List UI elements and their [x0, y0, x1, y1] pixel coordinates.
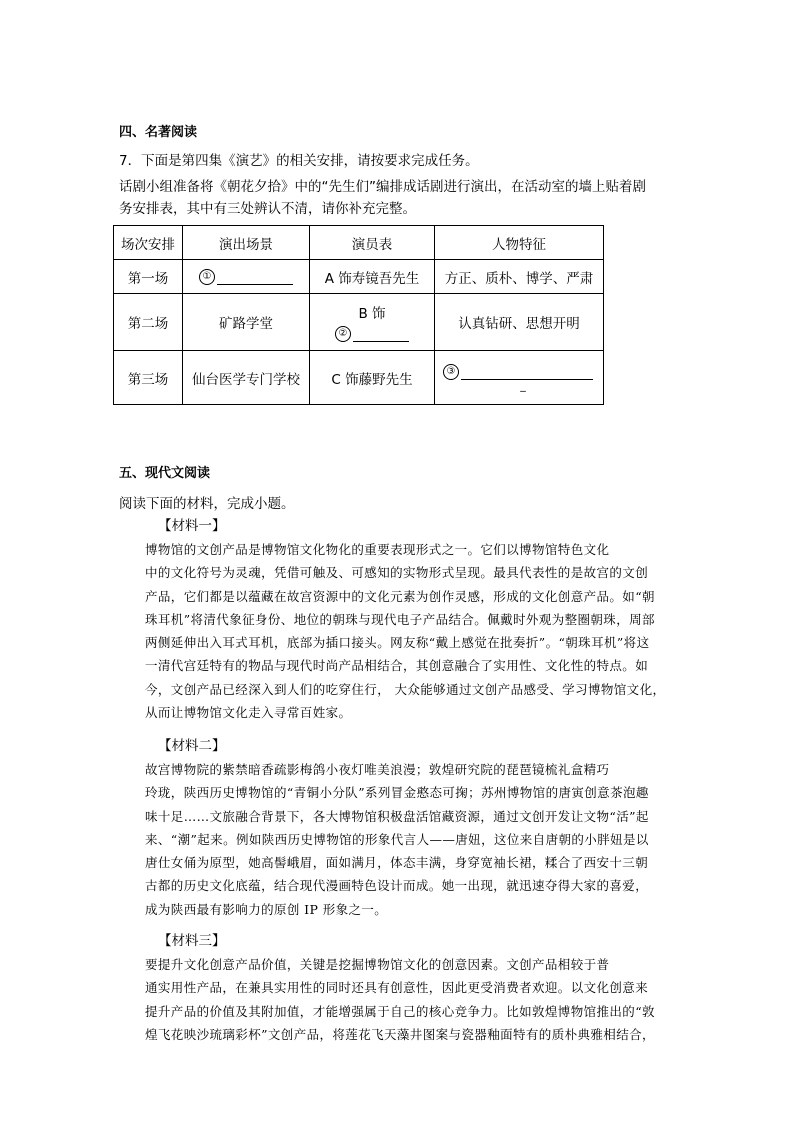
table-row: [114, 351, 604, 405]
header-cell: 演出场景: [183, 226, 310, 260]
blank-1-cell: [183, 260, 310, 294]
cast-cell: A 饰寿镜吾先生: [310, 260, 435, 294]
intro-line-2: 务安排表，其中有三处辨认不清，请你补充完整。: [119, 201, 416, 217]
section5-heading: 五、现代文阅读: [119, 466, 211, 481]
blank-marker: ①: [199, 269, 215, 285]
material-line: 成为陕西最有影响力的原创 IP 形象之一。: [145, 901, 388, 917]
intro-line-1: 话剧小组准备将《朝花夕拾》中的“先生们”编排成话剧进行演出，在活动室的墙上贴着剧: [119, 179, 646, 195]
scene-cell: 矿路学堂: [183, 294, 310, 351]
material-line: 从而让博物馆文化走入寻常百姓家。: [145, 705, 352, 721]
material-line: 味十足……文旅融合背景下，各大博物馆积极盘活馆藏资源，通过文创开发让文物“活”起: [145, 808, 649, 824]
schedule-table: [113, 225, 604, 405]
cast-label: B 饰: [358, 306, 386, 322]
material-3-text: [145, 953, 675, 1046]
blank-2-cell: [310, 294, 435, 351]
material-line: 珠耳机”将清代象征身份、地位的朝珠与现代电子产品结合。佩戴时外观为整圈朝珠，周部: [145, 611, 655, 627]
answer-blank[interactable]: [353, 341, 409, 342]
material-3-title: 【材料三】: [158, 933, 226, 949]
table-header-row: [114, 226, 604, 260]
scene-number: 第二场: [114, 294, 183, 351]
material-line: 两侧延伸出入耳式耳机，底部为插口接头。网友称“戴上感觉在批奏折”。“朝珠耳机”将这: [145, 635, 650, 651]
table-row: [114, 294, 604, 351]
material-line: 煌飞花映沙琉璃彩杯”文创产品，将莲花飞天藻井图案与瓷器釉面特有的质朴典雅相结合，: [145, 1026, 655, 1042]
blank-marker: ②: [335, 326, 351, 342]
scene-cell: 仙台医学专门学校: [183, 351, 310, 405]
material-line: 唐仕女俑为原型，她高髻峨眉，面如满月，体态丰满，身穿宽袖长裙，糅合了西安十三朝: [145, 855, 649, 871]
material-line: 博物馆的文创产品是博物馆文化物化的重要表现形式之一。它们以博物馆特色文化: [145, 542, 610, 557]
scene-number: 第三场: [114, 351, 183, 405]
cast-cell: C 饰藤野先生: [310, 351, 435, 405]
material-1-text: [145, 538, 675, 724]
material-line: 古都的历史文化底蕴，结合现代漫画特色设计而成。她一出现，就迅速夺得大家的喜爱，: [145, 878, 649, 894]
reading-instruction: 阅读下面的材料，完成小题。: [119, 496, 295, 512]
header-cell: 演员表: [310, 226, 435, 260]
table-row: [114, 260, 604, 294]
blank-marker: ③: [443, 364, 459, 380]
material-line: 玲珑，陕西历史博物馆的“青铜小分队”系列冒金憨态可掬；苏州博物馆的唐寅创意茶泡趣: [145, 785, 649, 801]
material-1-title: 【材料一】: [158, 518, 226, 534]
material-line: 通实用性产品，在兼具实用性的同时还具有创意性，因此更受消费者欢迎。以文化创意来: [145, 980, 649, 996]
scene-number: 第一场: [114, 260, 183, 294]
trait-cell: 认真钻研、思想开明: [435, 294, 604, 351]
material-line: 要提升文化创意产品价值，关键是挖掘博物馆文化的创意因素。文创产品相较于普: [145, 957, 610, 972]
section4-heading: 四、名著阅读: [119, 125, 198, 140]
header-cell: 场次安排: [114, 226, 183, 260]
blank-3-cell: [435, 351, 604, 405]
material-line: 一清代宫廷特有的物品与现代时尚产品相结合，其创意融合了实用性、文化性的特点。如: [145, 658, 649, 674]
material-2-text: [145, 758, 675, 921]
material-2-title: 【材料二】: [158, 738, 226, 754]
material-line: 产品，它们都是以蕴藏在故宫资源中的文化元素为创作灵感，形成的文化创意产品。如“朝: [145, 588, 655, 604]
material-line: 今，文创产品已经深入到人们的吃穿住行， 大众能够通过文创产品感受、学习博物馆文化，: [145, 681, 666, 697]
question-7-line: 7．下面是第四集《演艺》的相关安排，请按要求完成任务。: [119, 153, 479, 169]
trait-cell: 方正、质朴、博学、严肃: [435, 260, 604, 294]
answer-blank[interactable]: [461, 379, 593, 380]
material-line: 提升产品的价值及其附加值，才能增强属于自己的核心竞争力。比如敦煌博物馆推出的“敦: [145, 1003, 655, 1019]
blank-tail: _: [520, 378, 526, 392]
header-cell: 人物特征: [435, 226, 604, 260]
answer-blank[interactable]: [217, 284, 293, 285]
material-line: 故宫博物院的紫禁暗香疏影梅鸽小夜灯唯美浪漫；敦煌研究院的琵琶镜梳礼盒精巧: [145, 762, 610, 777]
material-line: 来、“潮”起来。例如陕西历史博物馆的形象代言人——唐妞，这位来自唐朝的小胖妞是以: [145, 831, 649, 847]
material-line: 中的文化符号为灵魂，凭借可触及、可感知的实物形式呈现。最具代表性的是故宫的文创: [145, 565, 649, 581]
